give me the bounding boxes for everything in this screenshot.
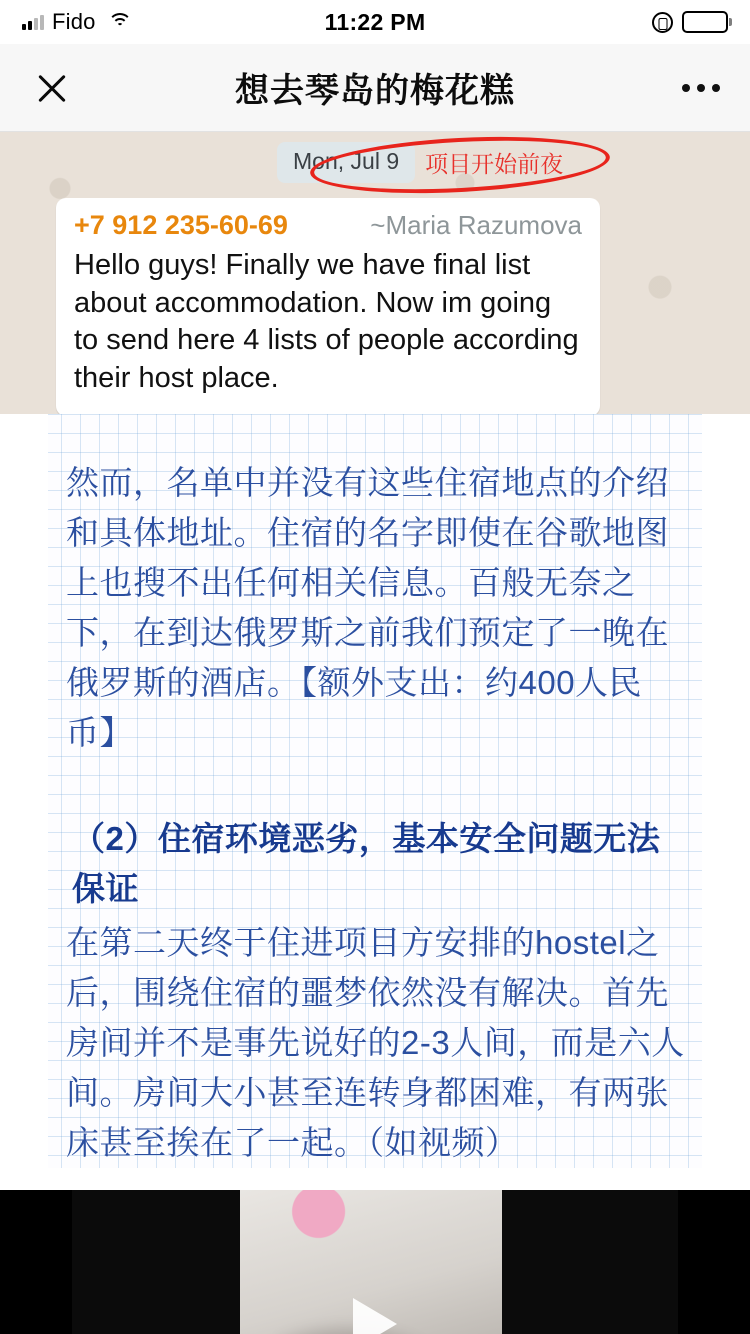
chat-message-header xyxy=(74,210,582,241)
page-title: 想去琴岛的梅花糕 xyxy=(235,72,515,110)
chat-message-text: Hello guys! Finally we have final list about accommodation. Now im going to send here 4 lists of people according their host place. xyxy=(74,249,579,395)
chat-date-row xyxy=(277,142,563,183)
sender-phone-number: +7 912 235-60-69 xyxy=(74,210,288,240)
article-subheading: （2）住宿环境恶劣，基本安全问题无法保证 xyxy=(72,820,661,907)
close-icon[interactable] xyxy=(30,66,74,110)
article-text-block xyxy=(0,414,750,1168)
status-bar xyxy=(0,0,750,44)
article-body[interactable] xyxy=(0,132,750,1334)
play-button-icon[interactable] xyxy=(353,1298,397,1334)
carrier-label: Fido xyxy=(52,9,96,34)
embedded-video[interactable] xyxy=(0,1190,750,1334)
sender-name: ~Maria Razumova xyxy=(370,210,582,240)
clock-label: 11:22 PM xyxy=(324,8,426,35)
navigation-bar xyxy=(0,44,750,132)
chat-screenshot-content xyxy=(32,132,600,414)
article-paragraph: 然而，名单中并没有这些住宿地点的介绍和具体地址。住宿的名字即使在谷歌地图上也搜不出任何相关信息。百般无奈之下，在到达俄罗斯之前我们预定了一晚在俄罗斯的酒店。【额外支出：约400人民币】 xyxy=(66,464,669,751)
chat-date-pill: Mon, Jul 9 xyxy=(277,142,415,183)
chat-message-bubble xyxy=(56,198,600,414)
article-paragraph: 在第二天终于住进项目方安排的hostel之后，围绕住宿的噩梦依然没有解决。首先房间并不是事先说好的2-3人间，而是六人间。房间大小甚至连转身都困难，有两张床甚至挨在了一起。（如视频） xyxy=(66,924,685,1161)
more-options-icon[interactable] xyxy=(682,84,720,92)
status-bar-right xyxy=(652,11,728,33)
red-annotation-text: 项目开始前夜 xyxy=(425,151,564,177)
rotation-lock-icon xyxy=(652,12,673,33)
embedded-screenshot-image[interactable] xyxy=(0,132,750,414)
battery-icon xyxy=(682,11,728,33)
